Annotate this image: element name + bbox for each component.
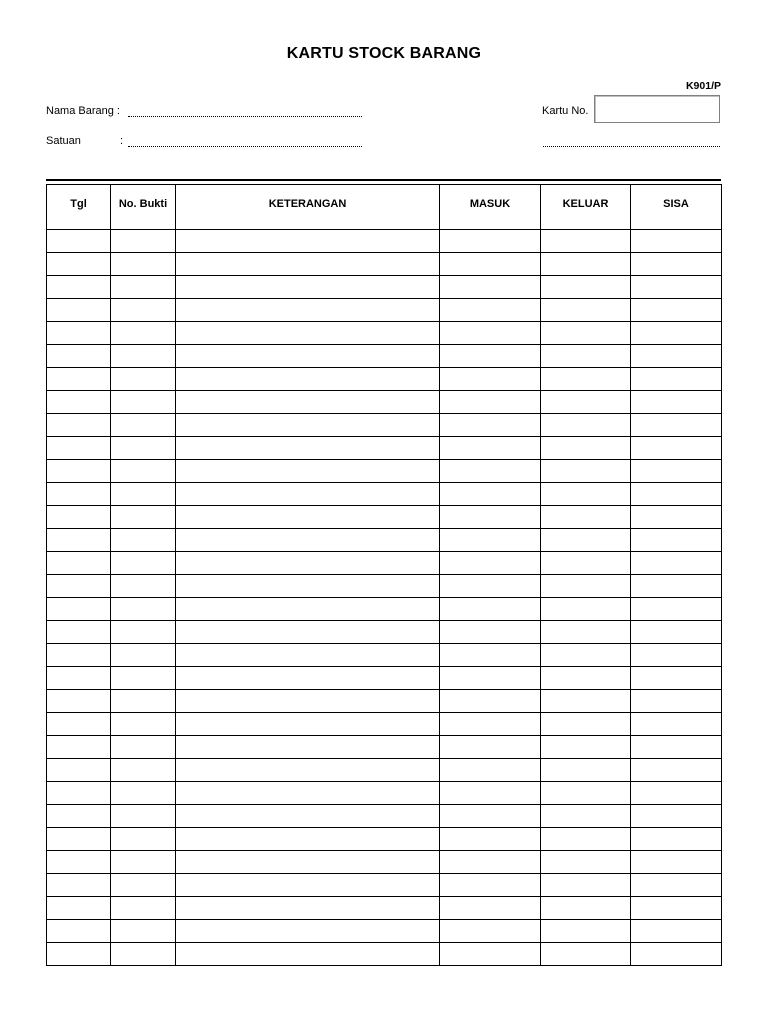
cell-keterangan[interactable]	[176, 414, 440, 437]
cell-sisa[interactable]	[631, 368, 722, 391]
cell-no-bukti[interactable]	[111, 506, 176, 529]
cell-tgl[interactable]	[47, 506, 111, 529]
cell-keterangan[interactable]	[176, 391, 440, 414]
cell-sisa[interactable]	[631, 575, 722, 598]
cell-masuk[interactable]	[440, 782, 541, 805]
cell-sisa[interactable]	[631, 644, 722, 667]
table-row	[47, 483, 722, 506]
cell-keterangan[interactable]	[176, 805, 440, 828]
cell-keluar[interactable]	[541, 230, 631, 253]
cell-no-bukti[interactable]	[111, 713, 176, 736]
table-row	[47, 736, 722, 759]
cell-tgl[interactable]	[47, 897, 111, 920]
cell-keluar[interactable]	[541, 414, 631, 437]
cell-keluar[interactable]	[541, 713, 631, 736]
cell-masuk[interactable]	[440, 460, 541, 483]
table-row	[47, 230, 722, 253]
cell-keterangan[interactable]	[176, 920, 440, 943]
cell-masuk[interactable]	[440, 621, 541, 644]
header-sisa: SISA	[631, 185, 722, 230]
cell-masuk[interactable]	[440, 276, 541, 299]
cell-sisa[interactable]	[631, 299, 722, 322]
cell-no-bukti[interactable]	[111, 805, 176, 828]
cell-tgl[interactable]	[47, 667, 111, 690]
cell-tgl[interactable]	[47, 736, 111, 759]
table-row	[47, 667, 722, 690]
cell-no-bukti[interactable]	[111, 897, 176, 920]
table-row	[47, 759, 722, 782]
cell-keterangan[interactable]	[176, 759, 440, 782]
cell-tgl[interactable]	[47, 437, 111, 460]
cell-tgl[interactable]	[47, 460, 111, 483]
satuan-label: Satuan	[46, 135, 81, 147]
cell-tgl[interactable]	[47, 322, 111, 345]
cell-keterangan[interactable]	[176, 621, 440, 644]
cell-tgl[interactable]	[47, 230, 111, 253]
cell-masuk[interactable]	[440, 851, 541, 874]
cell-keterangan[interactable]	[176, 276, 440, 299]
cell-masuk[interactable]	[440, 391, 541, 414]
cell-keluar[interactable]	[541, 644, 631, 667]
cell-keterangan[interactable]	[176, 483, 440, 506]
cell-tgl[interactable]	[47, 598, 111, 621]
cell-no-bukti[interactable]	[111, 690, 176, 713]
cell-sisa[interactable]	[631, 253, 722, 276]
table-row	[47, 874, 722, 897]
cell-tgl[interactable]	[47, 644, 111, 667]
cell-sisa[interactable]	[631, 805, 722, 828]
cell-tgl[interactable]	[47, 483, 111, 506]
cell-keterangan[interactable]	[176, 713, 440, 736]
cell-masuk[interactable]	[440, 667, 541, 690]
table-row	[47, 621, 722, 644]
cell-keterangan[interactable]	[176, 529, 440, 552]
table-row	[47, 322, 722, 345]
cell-masuk[interactable]	[440, 437, 541, 460]
header-masuk: MASUK	[440, 185, 541, 230]
cell-sisa[interactable]	[631, 598, 722, 621]
cell-tgl[interactable]	[47, 414, 111, 437]
cell-tgl[interactable]	[47, 943, 111, 966]
cell-keluar[interactable]	[541, 920, 631, 943]
cell-keluar[interactable]	[541, 805, 631, 828]
cell-sisa[interactable]	[631, 621, 722, 644]
table-header-row	[47, 185, 722, 230]
cell-masuk[interactable]	[440, 598, 541, 621]
cell-keluar[interactable]	[541, 437, 631, 460]
cell-sisa[interactable]	[631, 391, 722, 414]
table-body	[47, 230, 722, 966]
cell-no-bukti[interactable]	[111, 437, 176, 460]
cell-keterangan[interactable]	[176, 897, 440, 920]
cell-tgl[interactable]	[47, 690, 111, 713]
cell-masuk[interactable]	[440, 414, 541, 437]
cell-masuk[interactable]	[440, 506, 541, 529]
form-code: K901/P	[685, 80, 721, 92]
cell-keluar[interactable]	[541, 299, 631, 322]
cell-tgl[interactable]	[47, 851, 111, 874]
table-row	[47, 299, 722, 322]
cell-keterangan[interactable]	[176, 460, 440, 483]
cell-masuk[interactable]	[440, 874, 541, 897]
table-row	[47, 460, 722, 483]
table-row	[47, 598, 722, 621]
header-keterangan: KETERANGAN	[176, 185, 440, 230]
cell-tgl[interactable]	[47, 529, 111, 552]
cell-no-bukti[interactable]	[111, 621, 176, 644]
cell-no-bukti[interactable]	[111, 759, 176, 782]
cell-tgl[interactable]	[47, 920, 111, 943]
cell-sisa[interactable]	[631, 782, 722, 805]
cell-no-bukti[interactable]	[111, 736, 176, 759]
cell-keluar[interactable]	[541, 736, 631, 759]
cell-no-bukti[interactable]	[111, 276, 176, 299]
cell-no-bukti[interactable]	[111, 920, 176, 943]
table-row	[47, 391, 722, 414]
satuan-field[interactable]	[128, 146, 362, 147]
cell-no-bukti[interactable]	[111, 943, 176, 966]
cell-masuk[interactable]	[440, 322, 541, 345]
table-row	[47, 529, 722, 552]
cell-tgl[interactable]	[47, 345, 111, 368]
cell-keterangan[interactable]	[176, 552, 440, 575]
cell-keluar[interactable]	[541, 828, 631, 851]
cell-no-bukti[interactable]	[111, 667, 176, 690]
cell-no-bukti[interactable]	[111, 598, 176, 621]
cell-sisa[interactable]	[631, 437, 722, 460]
cell-keluar[interactable]	[541, 598, 631, 621]
cell-keluar[interactable]	[541, 782, 631, 805]
table-row	[47, 943, 722, 966]
cell-sisa[interactable]	[631, 851, 722, 874]
cell-keluar[interactable]	[541, 897, 631, 920]
cell-keluar[interactable]	[541, 506, 631, 529]
cell-masuk[interactable]	[440, 805, 541, 828]
cell-masuk[interactable]	[440, 552, 541, 575]
cell-keterangan[interactable]	[176, 253, 440, 276]
cell-sisa[interactable]	[631, 759, 722, 782]
cell-no-bukti[interactable]	[111, 345, 176, 368]
cell-sisa[interactable]	[631, 667, 722, 690]
table-row	[47, 782, 722, 805]
cell-masuk[interactable]	[440, 920, 541, 943]
header-no-bukti: No. Bukti	[111, 185, 176, 230]
nama-barang-label: Nama Barang :	[46, 105, 120, 117]
table-row	[47, 552, 722, 575]
cell-tgl[interactable]	[47, 253, 111, 276]
satuan-colon: :	[120, 135, 124, 147]
header-keluar: KELUAR	[541, 185, 631, 230]
cell-tgl[interactable]	[47, 621, 111, 644]
cell-keluar[interactable]	[541, 943, 631, 966]
cell-keterangan[interactable]	[176, 368, 440, 391]
cell-tgl[interactable]	[47, 575, 111, 598]
cell-sisa[interactable]	[631, 483, 722, 506]
kartu-no-input[interactable]	[594, 95, 720, 123]
cell-tgl[interactable]	[47, 759, 111, 782]
cell-keluar[interactable]	[541, 529, 631, 552]
cell-no-bukti[interactable]	[111, 644, 176, 667]
cell-keluar[interactable]	[541, 759, 631, 782]
extra-field-line[interactable]	[543, 146, 720, 147]
cell-sisa[interactable]	[631, 828, 722, 851]
cell-masuk[interactable]	[440, 690, 541, 713]
cell-keterangan[interactable]	[176, 828, 440, 851]
table-row	[47, 897, 722, 920]
cell-masuk[interactable]	[440, 253, 541, 276]
cell-sisa[interactable]	[631, 230, 722, 253]
table-top-rule	[46, 179, 721, 181]
cell-no-bukti[interactable]	[111, 299, 176, 322]
cell-keterangan[interactable]	[176, 598, 440, 621]
stock-table	[46, 184, 722, 966]
cell-sisa[interactable]	[631, 552, 722, 575]
cell-sisa[interactable]	[631, 736, 722, 759]
cell-tgl[interactable]	[47, 782, 111, 805]
cell-no-bukti[interactable]	[111, 782, 176, 805]
cell-masuk[interactable]	[440, 368, 541, 391]
cell-no-bukti[interactable]	[111, 575, 176, 598]
cell-keluar[interactable]	[541, 253, 631, 276]
table-row	[47, 920, 722, 943]
cell-keluar[interactable]	[541, 575, 631, 598]
cell-tgl[interactable]	[47, 874, 111, 897]
cell-keterangan[interactable]	[176, 782, 440, 805]
cell-no-bukti[interactable]	[111, 874, 176, 897]
table-row	[47, 253, 722, 276]
cell-keluar[interactable]	[541, 276, 631, 299]
cell-no-bukti[interactable]	[111, 851, 176, 874]
cell-sisa[interactable]	[631, 920, 722, 943]
cell-tgl[interactable]	[47, 805, 111, 828]
cell-keluar[interactable]	[541, 874, 631, 897]
cell-masuk[interactable]	[440, 759, 541, 782]
cell-keterangan[interactable]	[176, 575, 440, 598]
cell-no-bukti[interactable]	[111, 230, 176, 253]
cell-keluar[interactable]	[541, 621, 631, 644]
cell-no-bukti[interactable]	[111, 391, 176, 414]
cell-keluar[interactable]	[541, 391, 631, 414]
cell-sisa[interactable]	[631, 713, 722, 736]
cell-keterangan[interactable]	[176, 736, 440, 759]
kartu-no-label: Kartu No.	[542, 105, 589, 117]
cell-sisa[interactable]	[631, 690, 722, 713]
nama-barang-field[interactable]	[128, 116, 362, 117]
table-row	[47, 276, 722, 299]
cell-sisa[interactable]	[631, 276, 722, 299]
cell-masuk[interactable]	[440, 736, 541, 759]
cell-masuk[interactable]	[440, 644, 541, 667]
cell-tgl[interactable]	[47, 368, 111, 391]
table-row	[47, 690, 722, 713]
cell-no-bukti[interactable]	[111, 253, 176, 276]
cell-keluar[interactable]	[541, 322, 631, 345]
cell-masuk[interactable]	[440, 299, 541, 322]
cell-sisa[interactable]	[631, 943, 722, 966]
cell-tgl[interactable]	[47, 713, 111, 736]
cell-sisa[interactable]	[631, 414, 722, 437]
cell-sisa[interactable]	[631, 874, 722, 897]
cell-masuk[interactable]	[440, 897, 541, 920]
table-row	[47, 414, 722, 437]
cell-masuk[interactable]	[440, 828, 541, 851]
cell-tgl[interactable]	[47, 276, 111, 299]
cell-masuk[interactable]	[440, 230, 541, 253]
cell-no-bukti[interactable]	[111, 828, 176, 851]
cell-sisa[interactable]	[631, 460, 722, 483]
cell-masuk[interactable]	[440, 483, 541, 506]
cell-keluar[interactable]	[541, 851, 631, 874]
cell-tgl[interactable]	[47, 299, 111, 322]
cell-keterangan[interactable]	[176, 690, 440, 713]
cell-sisa[interactable]	[631, 322, 722, 345]
cell-keterangan[interactable]	[176, 667, 440, 690]
cell-no-bukti[interactable]	[111, 460, 176, 483]
cell-keluar[interactable]	[541, 460, 631, 483]
cell-masuk[interactable]	[440, 575, 541, 598]
cell-keterangan[interactable]	[176, 851, 440, 874]
cell-keterangan[interactable]	[176, 322, 440, 345]
cell-keluar[interactable]	[541, 368, 631, 391]
table-row	[47, 828, 722, 851]
table-row	[47, 506, 722, 529]
cell-keluar[interactable]	[541, 552, 631, 575]
cell-no-bukti[interactable]	[111, 483, 176, 506]
cell-no-bukti[interactable]	[111, 552, 176, 575]
cell-tgl[interactable]	[47, 552, 111, 575]
cell-keluar[interactable]	[541, 483, 631, 506]
cell-sisa[interactable]	[631, 506, 722, 529]
cell-keluar[interactable]	[541, 667, 631, 690]
cell-tgl[interactable]	[47, 391, 111, 414]
table-row	[47, 437, 722, 460]
cell-masuk[interactable]	[440, 943, 541, 966]
cell-keterangan[interactable]	[176, 437, 440, 460]
cell-sisa[interactable]	[631, 529, 722, 552]
cell-no-bukti[interactable]	[111, 322, 176, 345]
cell-keterangan[interactable]	[176, 644, 440, 667]
cell-keterangan[interactable]	[176, 874, 440, 897]
cell-keluar[interactable]	[541, 345, 631, 368]
cell-tgl[interactable]	[47, 828, 111, 851]
table-row	[47, 713, 722, 736]
table-row	[47, 851, 722, 874]
cell-no-bukti[interactable]	[111, 529, 176, 552]
document-title: KARTU STOCK BARANG	[286, 45, 482, 62]
cell-masuk[interactable]	[440, 713, 541, 736]
cell-sisa[interactable]	[631, 897, 722, 920]
cell-masuk[interactable]	[440, 529, 541, 552]
cell-masuk[interactable]	[440, 345, 541, 368]
table-row	[47, 644, 722, 667]
cell-keterangan[interactable]	[176, 345, 440, 368]
cell-no-bukti[interactable]	[111, 368, 176, 391]
cell-keterangan[interactable]	[176, 299, 440, 322]
cell-keterangan[interactable]	[176, 506, 440, 529]
header-tgl: Tgl	[47, 185, 111, 230]
table-row	[47, 575, 722, 598]
cell-keterangan[interactable]	[176, 230, 440, 253]
cell-keluar[interactable]	[541, 690, 631, 713]
cell-no-bukti[interactable]	[111, 414, 176, 437]
table-row	[47, 368, 722, 391]
cell-sisa[interactable]	[631, 345, 722, 368]
table-row	[47, 345, 722, 368]
table-row	[47, 805, 722, 828]
cell-keterangan[interactable]	[176, 943, 440, 966]
